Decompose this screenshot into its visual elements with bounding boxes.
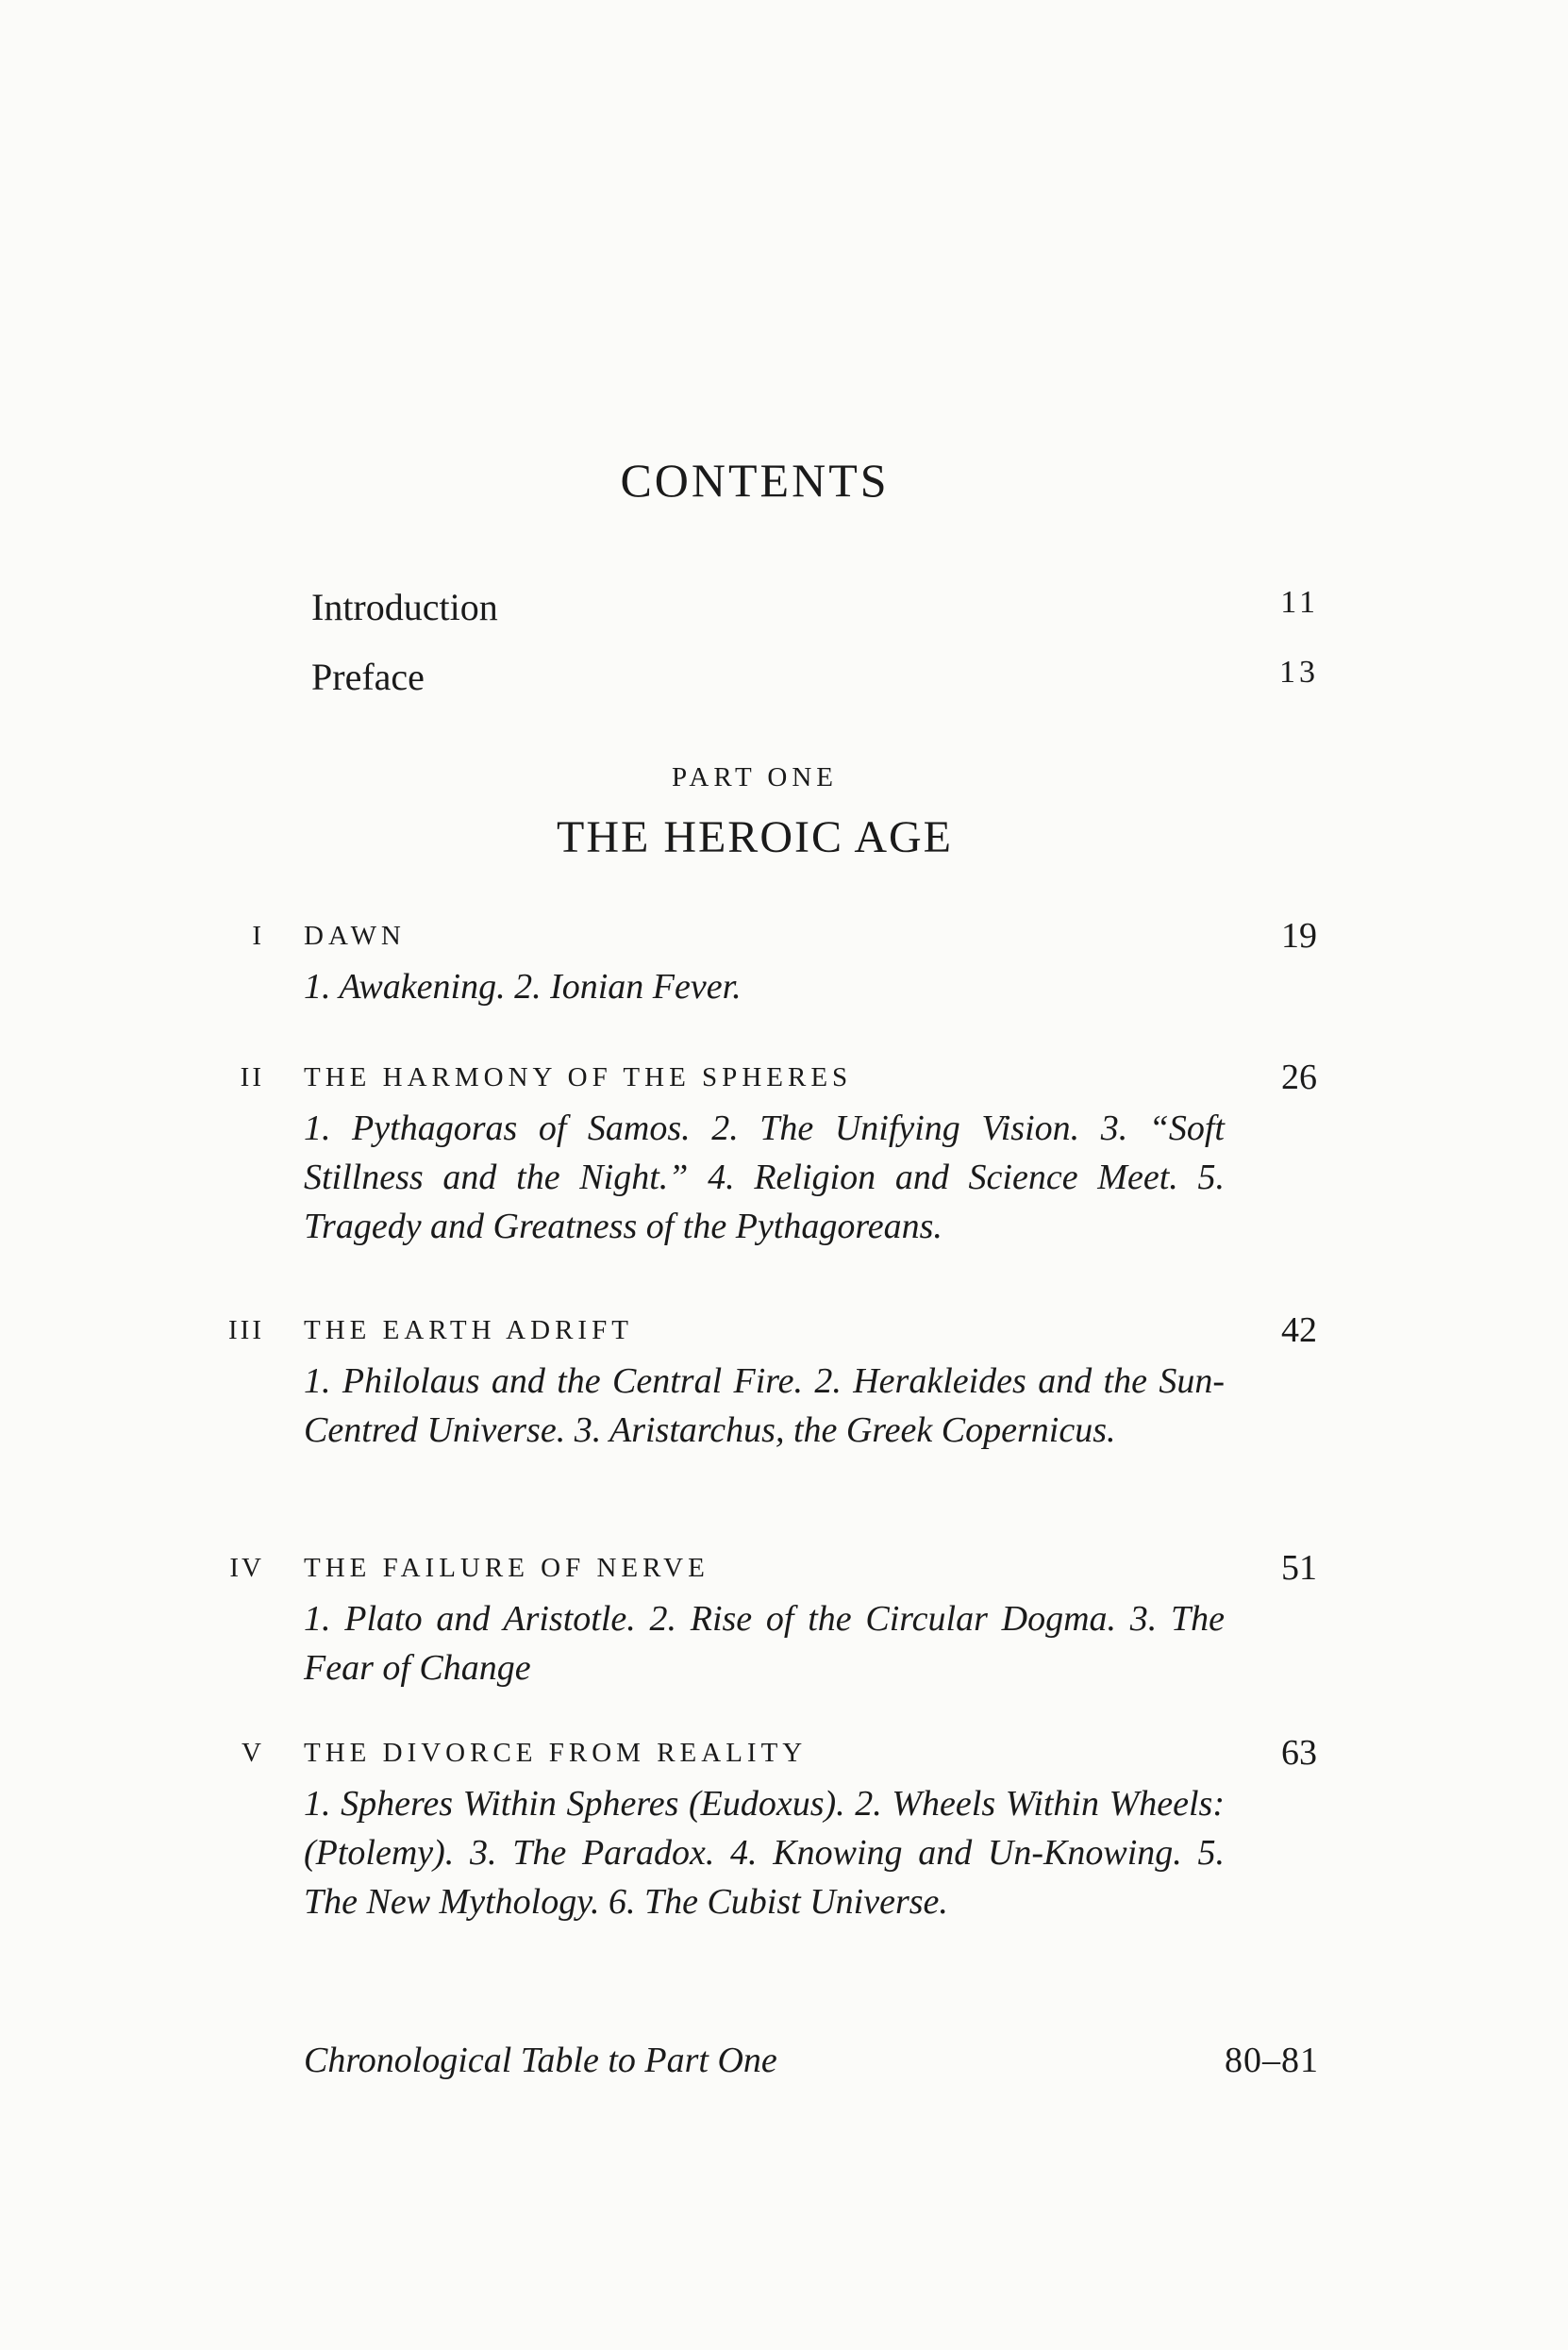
chapter-page-number: 51 <box>1281 1548 1317 1588</box>
chapter-sections: 1. Plato and Aristotle. 2. Rise of the Circular Dogma. 3. The Fear of Change <box>304 1599 1225 1688</box>
page-title: CONTENTS <box>620 454 890 507</box>
chapter-sections: 1. Awakening. 2. Ionian Fever. <box>304 967 742 1007</box>
chapter-numeral: III <box>228 1315 264 1345</box>
entry-page-number: 13 <box>1279 655 1319 690</box>
chapter-title: THE DIVORCE FROM REALITY <box>304 1738 808 1768</box>
entry-label: Preface <box>311 656 425 698</box>
chapter-sections: 1. Pythagoras of Samos. 2. The Unifying Vision. 3. “Soft Stillness and the Night.” 4. Religion and Science Meet. 5. Tragedy and Greatness of the Pythagoreans. <box>304 1108 1225 1246</box>
chapter-sections: 1. Philolaus and the Central Fire. 2. Herakleides and the Sun-Centred Universe. 3. Aristarchus, the Greek Copernicus. <box>304 1361 1225 1450</box>
entry-page-number: 11 <box>1280 585 1319 620</box>
chapter-title: THE HARMONY OF THE SPHERES <box>304 1062 853 1092</box>
chapter-page-number: 26 <box>1281 1058 1317 1097</box>
entry-label: Introduction <box>311 586 498 628</box>
chapter-page-number: 42 <box>1281 1310 1317 1350</box>
chapter-title: DAWN <box>304 921 406 951</box>
chapter-page-number: 19 <box>1281 916 1317 956</box>
chapter-title: THE EARTH ADRIFT <box>304 1315 633 1345</box>
toc-entry-preface[interactable] <box>311 655 1319 704</box>
chapter-numeral: V <box>242 1738 264 1768</box>
part-title: THE HEROIC AGE <box>557 812 953 862</box>
toc-entry-introduction[interactable] <box>311 585 1319 634</box>
entry-label: Chronological Table to Part One <box>304 2041 777 2080</box>
chapter-page-number: 63 <box>1281 1733 1317 1773</box>
chapter-numeral: IV <box>229 1553 264 1583</box>
chapter-numeral: II <box>240 1062 264 1092</box>
part-label: PART ONE <box>671 762 839 792</box>
chapter-numeral: I <box>252 921 264 951</box>
chapter-title: THE FAILURE OF NERVE <box>304 1553 709 1583</box>
chronological-table-entry[interactable] <box>304 2040 1319 2087</box>
entry-page-number: 80–81 <box>1225 2041 1319 2080</box>
chapter-sections: 1. Spheres Within Spheres (Eudoxus). 2. Wheels Within Wheels: (Ptolemy). 3. The Paradox. 4. Knowing and Un-Knowing. 5. The New Mythology. 6. The Cubist Universe. <box>304 1784 1225 1922</box>
